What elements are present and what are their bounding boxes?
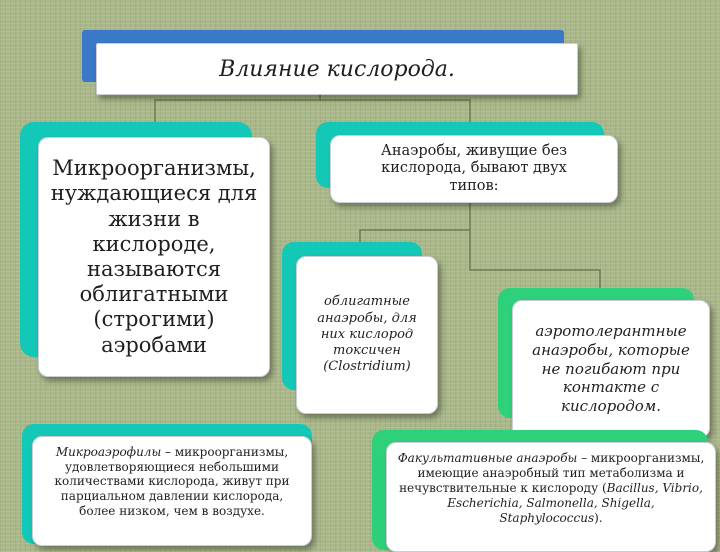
title-text: Влияние кислорода. [219,56,455,82]
facultative-anaerobes-card [386,442,716,552]
obligate-aerobes-text: Микроорганизмы, нуждающиеся для жизни в кислороде, называются облигатными (строгими) аэробами [50,156,258,357]
aerotolerant-anaerobes-text: аэротолерантные анаэробы, которые не погибают при контакте с кислородом. [532,322,690,416]
facultative-definition-part-2: ). [594,511,603,525]
anaerobes-card [330,135,618,203]
microaerophiles-term: Микроаэрофилы [55,445,162,459]
facultative-anaerobes-text [395,451,707,526]
microaerophiles-card [32,436,312,546]
obligate-anaerobes-card [296,256,438,414]
facultative-examples: Bacillus, Vibrio, Escherichia, Salmonella, Shigella, Staphylococcus [447,481,703,525]
aerotolerant-anaerobes-card [512,300,710,438]
anaerobes-text: Анаэробы, живущие без кислорода, бывают двух типов: [380,142,568,194]
facultative-anaerobes-term: Факультативные анаэробы [397,451,578,465]
connector-title-to-aerobes [155,95,320,125]
obligate-anaerobes-text: облигатные анаэробы, для них кислород токсичен (Clostridium) [317,294,417,375]
page-title [96,43,578,95]
microaerophiles-text [41,445,303,518]
obligate-aerobes-card [38,137,270,377]
facultative-definition-part-1: – микроорганизмы, имеющие анаэробный тип метаболизма и нечувствительные к кислороду ( [399,451,705,495]
microaerophiles-definition: – микроорганизмы, удовлетворяющиеся небольшими количествами кислорода, живут при парциальном давлении кислорода, более низком, чем в воздухе. [54,445,290,518]
